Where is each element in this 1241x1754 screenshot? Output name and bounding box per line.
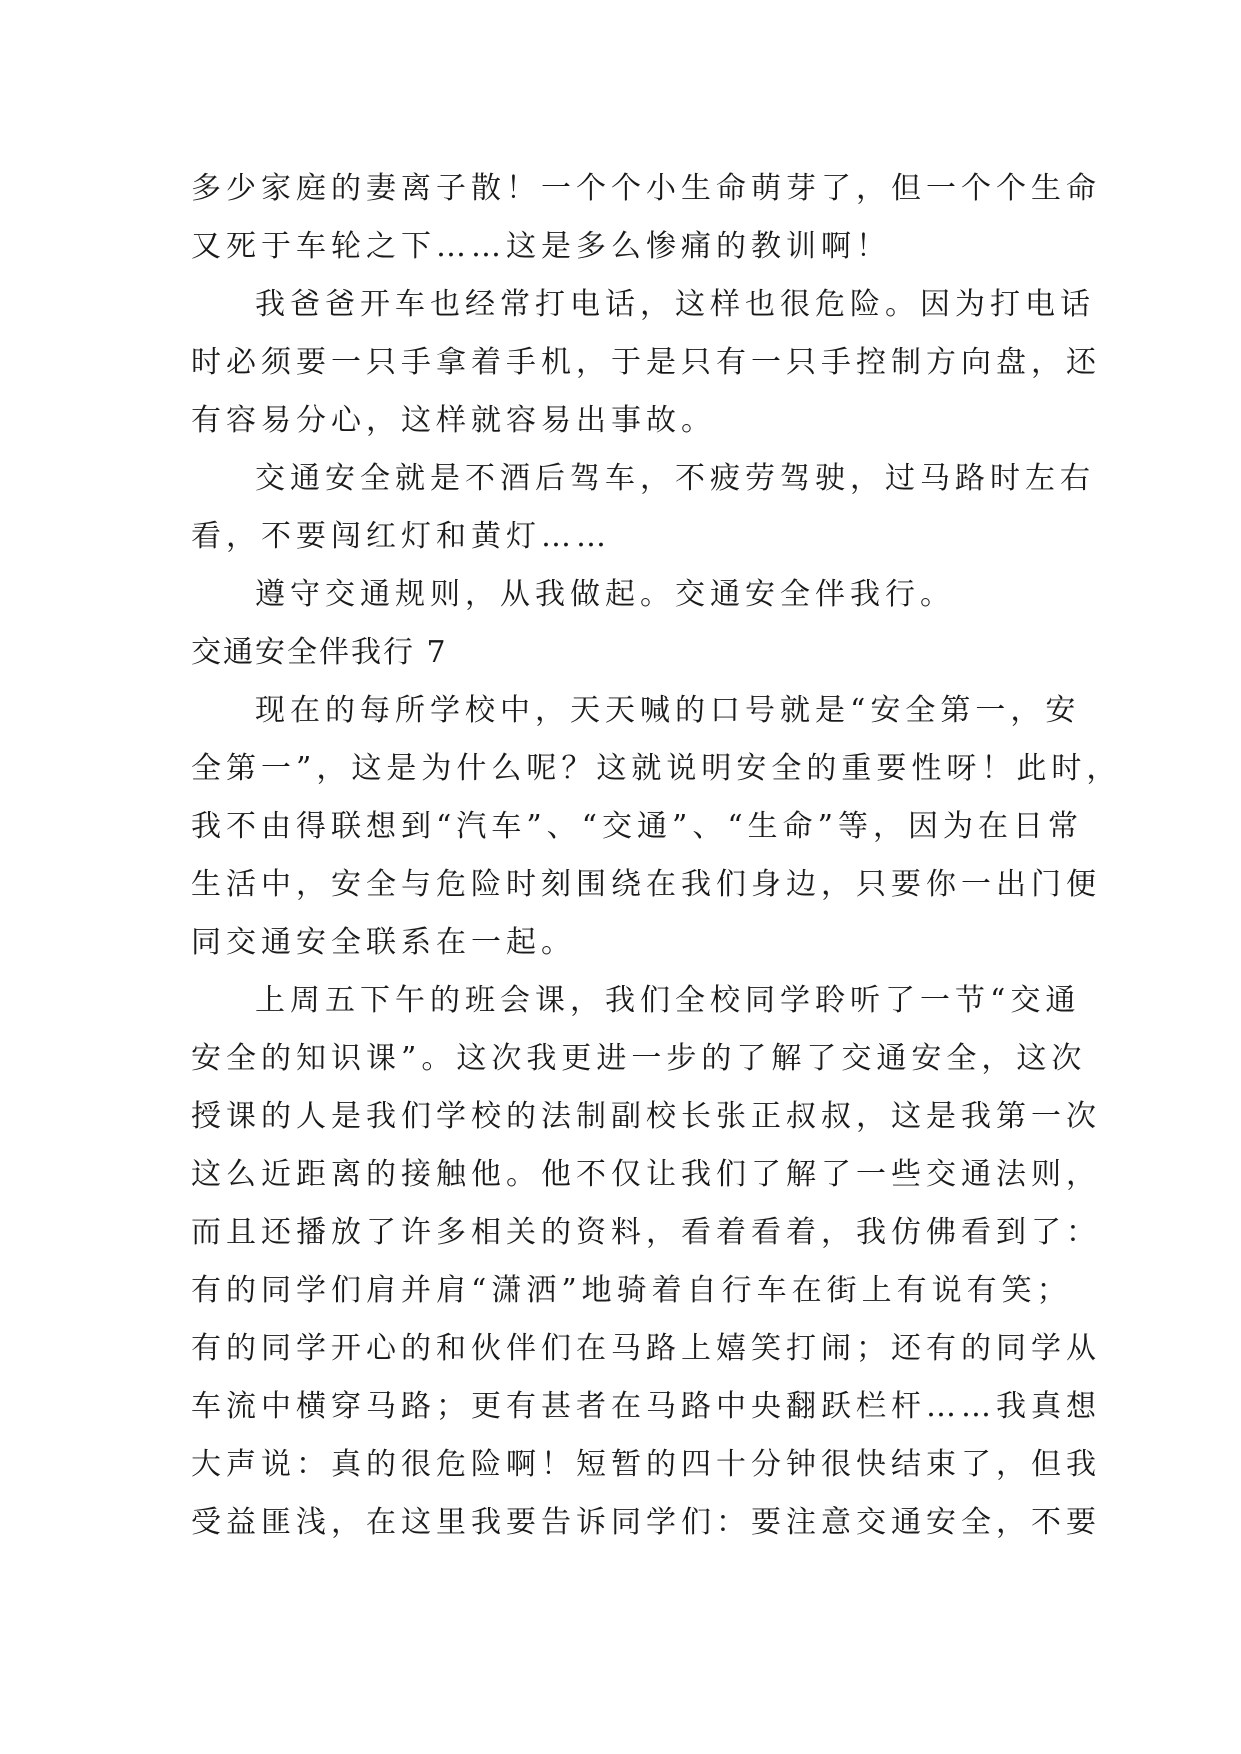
text-line: 有的同学开心的和伙伴们在马路上嬉笑打闹；还有的同学从 [191, 1331, 1101, 1366]
text-line: 我不由得联想到“汽车”、“交通”、“生命”等，因为在日常 [191, 809, 1084, 844]
text-line: 车流中横穿马路；更有甚者在马路中央翻跃栏杆……我真想 [191, 1389, 1101, 1424]
text-line: 上周五下午的班会课，我们全校同学聆听了一节“交通 [255, 983, 1081, 1018]
text-line: 受益匪浅，在这里我要告诉同学们：要注意交通安全，不要 [191, 1505, 1101, 1540]
text-line: 时必须要一只手拿着手机，于是只有一只手控制方向盘，还 [191, 345, 1101, 380]
text-line: 我爸爸开车也经常打电话，这样也很危险。因为打电话 [255, 287, 1095, 322]
text-line: 又死于车轮之下……这是多么惨痛的教训啊！ [191, 229, 891, 264]
text-line: 这么近距离的接触他。他不仅让我们了解了一些交通法则， [191, 1157, 1101, 1192]
section-title: 交通安全伴我行 7 [191, 635, 448, 670]
text-line: 现在的每所学校中，天天喊的口号就是“安全第一，安 [255, 693, 1081, 728]
text-line: 全第一”，这是为什么呢？这就说明安全的重要性呀！此时， [191, 751, 1122, 786]
text-line: 大声说：真的很危险啊！短暂的四十分钟很快结束了，但我 [191, 1447, 1101, 1482]
text-line: 而且还播放了许多相关的资料，看着看着，我仿佛看到了： [191, 1215, 1101, 1250]
text-line: 安全的知识课”。这次我更进一步的了解了交通安全，这次 [191, 1041, 1087, 1076]
text-line: 有的同学们肩并肩“潇洒”地骑着自行车在街上有说有笑； [191, 1273, 1072, 1308]
text-line: 多少家庭的妻离子散！一个个小生命萌芽了，但一个个生命 [191, 171, 1101, 206]
text-line: 有容易分心，这样就容易出事故。 [191, 403, 716, 438]
text-line: 授课的人是我们学校的法制副校长张正叔叔，这是我第一次 [191, 1099, 1101, 1134]
text-line: 同交通安全联系在一起。 [191, 925, 576, 960]
text-line: 遵守交通规则，从我做起。交通安全伴我行。 [255, 577, 955, 612]
text-line: 交通安全就是不酒后驾车，不疲劳驾驶，过马路时左右 [255, 461, 1095, 496]
text-line: 生活中，安全与危险时刻围绕在我们身边，只要你一出门便 [191, 867, 1101, 902]
text-line: 看，不要闯红灯和黄灯…… [191, 519, 611, 554]
